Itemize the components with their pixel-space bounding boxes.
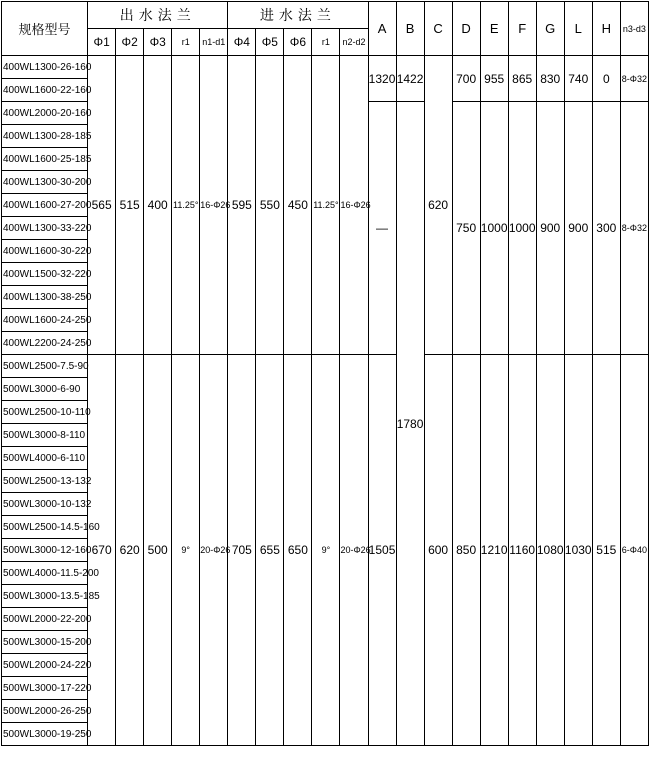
model-cell: 400WL1300-30-200: [2, 171, 88, 194]
g500-f: 1160: [508, 355, 536, 746]
g400-phi4: 595: [228, 56, 256, 355]
model-cell: 500WL2000-24-220: [2, 654, 88, 677]
model-cell: 400WL1600-30-220: [2, 240, 88, 263]
model-cell: 500WL4000-6-110: [2, 447, 88, 470]
header-phi6: Φ6: [284, 29, 312, 56]
g400-phi2: 515: [116, 56, 144, 355]
g500-n3d3: 6-Φ40: [620, 355, 648, 746]
g500-h: 515: [592, 355, 620, 746]
model-cell: 500WL2500-13-132: [2, 470, 88, 493]
model-cell: 400WL1600-25-185: [2, 148, 88, 171]
header-outlet-flange: 出水法兰: [88, 2, 228, 29]
g500-r1-inlet: 9°: [312, 355, 340, 746]
header-phi2: Φ2: [116, 29, 144, 56]
header-f: F: [508, 2, 536, 56]
g500-phi1: 670: [88, 355, 116, 746]
g400-rest-n3d3: 8-Φ32: [620, 102, 648, 355]
g400-c: 620: [424, 56, 452, 355]
g500-phi3: 500: [144, 355, 172, 746]
g500-phi2: 620: [116, 355, 144, 746]
g400-rest-e: 1000: [480, 102, 508, 355]
g500-n2d2: 20-Φ26: [340, 355, 368, 746]
g500-d: 850: [452, 355, 480, 746]
model-cell: 500WL2500-14.5-160: [2, 516, 88, 539]
header-c: C: [424, 2, 452, 56]
header-r1-inlet: r1: [312, 29, 340, 56]
g400-a-rest: —: [368, 102, 396, 355]
g400-top-g: 830: [536, 56, 564, 102]
g400-top-h: 0: [592, 56, 620, 102]
g500-c: 600: [424, 355, 452, 746]
model-cell: 500WL3000-19-250: [2, 723, 88, 746]
g400-r1: 11.25°: [172, 56, 200, 355]
g500-r1: 9°: [172, 355, 200, 746]
model-cell: 400WL1300-38-250: [2, 286, 88, 309]
table-row: [2, 56, 649, 79]
model-cell: 400WL1600-22-160: [2, 79, 88, 102]
header-n2d2: n2-d2: [340, 29, 368, 56]
model-cell: 500WL2000-22-200: [2, 608, 88, 631]
header-r1: r1: [172, 29, 200, 56]
header-l: L: [564, 2, 592, 56]
header-phi3: Φ3: [144, 29, 172, 56]
g400-phi3: 400: [144, 56, 172, 355]
g400-phi6: 450: [284, 56, 312, 355]
g400-phi1: 565: [88, 56, 116, 355]
g400-phi5: 550: [256, 56, 284, 355]
header-phi1: Φ1: [88, 29, 116, 56]
g400-top-e: 955: [480, 56, 508, 102]
header-n3d3: n3-d3: [620, 2, 648, 56]
model-cell: 400WL1500-32-220: [2, 263, 88, 286]
g500-l: 1030: [564, 355, 592, 746]
header-e: E: [480, 2, 508, 56]
g500-phi5: 655: [256, 355, 284, 746]
model-cell: 400WL1300-33-220: [2, 217, 88, 240]
model-cell: 500WL3000-8-110: [2, 424, 88, 447]
g400-rest-d: 750: [452, 102, 480, 355]
header-phi5: Φ5: [256, 29, 284, 56]
g400-rest-l: 900: [564, 102, 592, 355]
g400-a-top: 1320: [368, 56, 396, 102]
model-cell: 400WL1600-27-200: [2, 194, 88, 217]
g400-rest-f: 1000: [508, 102, 536, 355]
model-cell: 500WL2500-7.5-90: [2, 355, 88, 378]
header-phi4: Φ4: [228, 29, 256, 56]
g400-n2d2: 16-Φ26: [340, 56, 368, 355]
model-cell: 500WL3000-6-90: [2, 378, 88, 401]
g400-top-n3d3: 8-Φ32: [620, 56, 648, 102]
g500-n1d1: 20-Φ26: [200, 355, 228, 746]
g400-b-top: 1422: [396, 56, 424, 102]
g400-top-l: 740: [564, 56, 592, 102]
header-b: B: [396, 2, 424, 56]
spec-table: [1, 1, 649, 746]
g500-e: 1210: [480, 355, 508, 746]
model-cell: 500WL3000-12-160: [2, 539, 88, 562]
header-model: 规格型号: [2, 2, 88, 56]
model-cell: 500WL4000-11.5-200: [2, 562, 88, 585]
g400-n1d1: 16-Φ26: [200, 56, 228, 355]
table-row: [2, 355, 649, 378]
model-cell: 500WL3000-10-132: [2, 493, 88, 516]
g400-rest-h: 300: [592, 102, 620, 355]
g500-a: 1505: [368, 355, 396, 746]
model-cell: 500WL2000-26-250: [2, 700, 88, 723]
header-n1d1: n1-d1: [200, 29, 228, 56]
header-d: D: [452, 2, 480, 56]
model-cell: 400WL1600-24-250: [2, 309, 88, 332]
model-cell: 400WL2000-20-160: [2, 102, 88, 125]
model-cell: 400WL1300-28-185: [2, 125, 88, 148]
g400-top-f: 865: [508, 56, 536, 102]
g500-phi6: 650: [284, 355, 312, 746]
header-h: H: [592, 2, 620, 56]
header-a: A: [368, 2, 396, 56]
g400-rest-g: 900: [536, 102, 564, 355]
table-body: [2, 56, 649, 746]
header-g: G: [536, 2, 564, 56]
model-cell: 500WL2500-10-110: [2, 401, 88, 424]
model-cell: 400WL1300-26-160: [2, 56, 88, 79]
g500-phi4: 705: [228, 355, 256, 746]
model-cell: 500WL3000-13.5-185: [2, 585, 88, 608]
g400-top-d: 700: [452, 56, 480, 102]
header-inlet-flange: 进水法兰: [228, 2, 368, 29]
b-shared: 1780: [396, 102, 424, 746]
model-cell: 400WL2200-24-250: [2, 332, 88, 355]
model-cell: 500WL3000-17-220: [2, 677, 88, 700]
g500-g: 1080: [536, 355, 564, 746]
g400-r1-inlet: 11.25°: [312, 56, 340, 355]
model-cell: 500WL3000-15-200: [2, 631, 88, 654]
